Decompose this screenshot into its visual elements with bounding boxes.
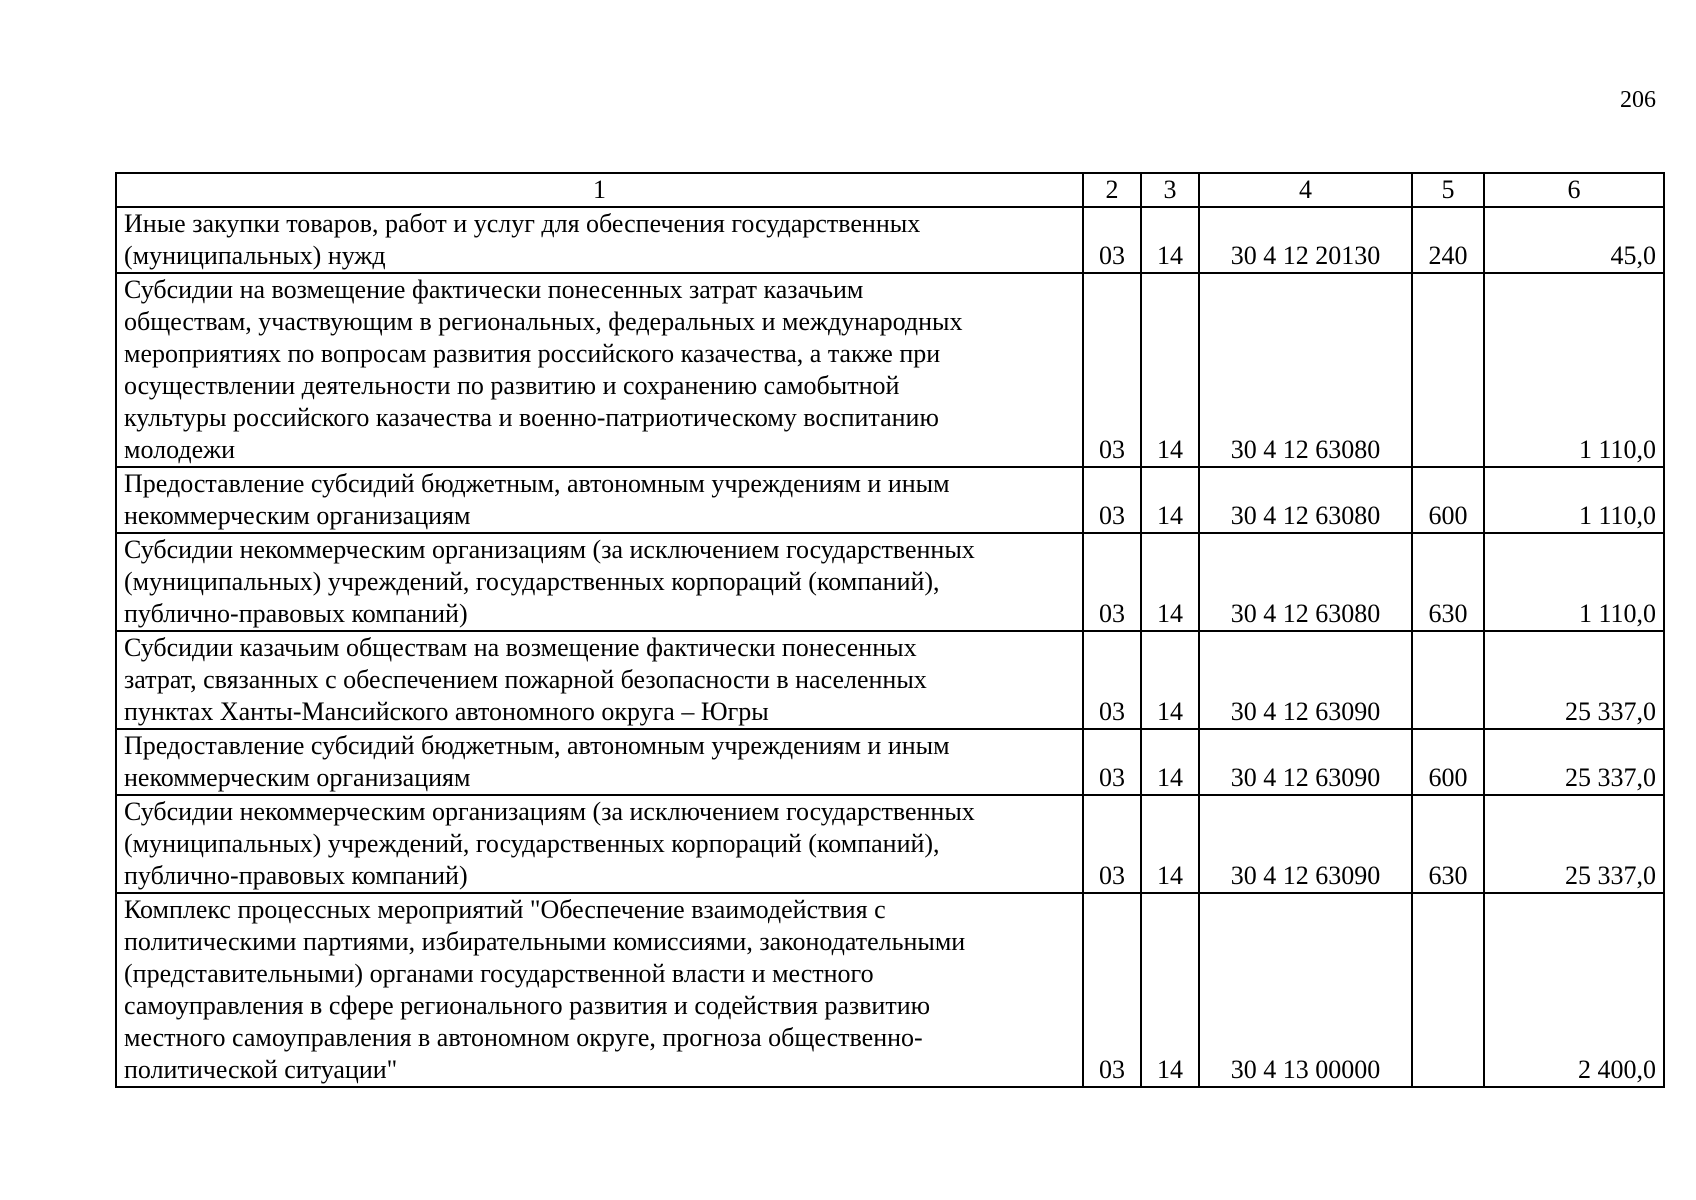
- expense-type-code: [1412, 631, 1484, 729]
- description-line: политической ситуации": [124, 1055, 398, 1084]
- table-body: [116, 207, 1664, 1087]
- row-description: [116, 467, 1083, 533]
- description-line: Предоставление субсидий бюджетным, автономным учреждениям и иным: [124, 469, 950, 498]
- description-line: (муниципальных) учреждений, государственных корпораций (компаний),: [124, 829, 940, 858]
- section-code: 03: [1083, 467, 1141, 533]
- amount-value: 1 110,0: [1484, 467, 1664, 533]
- description-line: публично-правовых компаний): [124, 861, 468, 890]
- row-description: [116, 795, 1083, 893]
- description-line: самоуправления в сфере регионального развития и содействия развитию: [124, 991, 931, 1020]
- header-col-3: 3: [1141, 173, 1199, 207]
- header-row: [116, 173, 1664, 207]
- description-line: Субсидии на возмещение фактически понесенных затрат казачьим: [124, 275, 864, 304]
- table-row: [116, 533, 1664, 631]
- target-article-code: 30 4 12 63080: [1199, 467, 1412, 533]
- subsection-code: 14: [1141, 795, 1199, 893]
- amount-value: 25 337,0: [1484, 729, 1664, 795]
- expense-type-code: 240: [1412, 207, 1484, 273]
- table-row: [116, 729, 1664, 795]
- description-line: Комплекс процессных мероприятий "Обеспечение взаимодействия с: [124, 895, 886, 924]
- row-description: [116, 273, 1083, 467]
- subsection-code: 14: [1141, 893, 1199, 1087]
- section-code: 03: [1083, 207, 1141, 273]
- description-line: Субсидии некоммерческим организациям (за исключением государственных: [124, 535, 975, 564]
- description-line: (муниципальных) нужд: [124, 241, 386, 270]
- target-article-code: 30 4 12 63090: [1199, 795, 1412, 893]
- description-line: культуры российского казачества и военно-патриотическому воспитанию: [124, 403, 939, 432]
- amount-value: 1 110,0: [1484, 533, 1664, 631]
- header-col-2: 2: [1083, 173, 1141, 207]
- row-description: [116, 631, 1083, 729]
- target-article-code: 30 4 12 63090: [1199, 631, 1412, 729]
- table-row: [116, 207, 1664, 273]
- expense-type-code: 630: [1412, 795, 1484, 893]
- header-col-5: 5: [1412, 173, 1484, 207]
- table-row: [116, 273, 1664, 467]
- description-line: Субсидии некоммерческим организациям (за исключением государственных: [124, 797, 975, 826]
- target-article-code: 30 4 13 00000: [1199, 893, 1412, 1087]
- description-line: Субсидии казачьим обществам на возмещение фактически понесенных: [124, 633, 917, 662]
- table-row: [116, 631, 1664, 729]
- description-line: Предоставление субсидий бюджетным, автономным учреждениям и иным: [124, 731, 950, 760]
- description-line: публично-правовых компаний): [124, 599, 468, 628]
- subsection-code: 14: [1141, 207, 1199, 273]
- description-line: (представительными) органами государственной власти и местного: [124, 959, 874, 988]
- row-description: [116, 533, 1083, 631]
- description-line: пунктах Ханты-Мансийского автономного округа – Югры: [124, 697, 769, 726]
- description-line: Иные закупки товаров, работ и услуг для обеспечения государственных: [124, 209, 921, 238]
- description-line: местного самоуправления в автономном округе, прогноза общественно-: [124, 1023, 923, 1052]
- subsection-code: 14: [1141, 273, 1199, 467]
- target-article-code: 30 4 12 20130: [1199, 207, 1412, 273]
- header-col-6: 6: [1484, 173, 1664, 207]
- subsection-code: 14: [1141, 467, 1199, 533]
- header-col-1: 1: [116, 173, 1083, 207]
- row-description: [116, 893, 1083, 1087]
- amount-value: 45,0: [1484, 207, 1664, 273]
- amount-value: 25 337,0: [1484, 795, 1664, 893]
- section-code: 03: [1083, 729, 1141, 795]
- expense-type-code: [1412, 273, 1484, 467]
- description-line: мероприятиях по вопросам развития российского казачества, а также при: [124, 339, 941, 368]
- table-row: [116, 467, 1664, 533]
- table-row: [116, 795, 1664, 893]
- description-line: некоммерческим организациям: [124, 501, 471, 530]
- subsection-code: 14: [1141, 729, 1199, 795]
- section-code: 03: [1083, 533, 1141, 631]
- description-line: обществам, участвующим в региональных, федеральных и международных: [124, 307, 963, 336]
- table-row: [116, 893, 1664, 1087]
- target-article-code: 30 4 12 63080: [1199, 273, 1412, 467]
- row-description: [116, 207, 1083, 273]
- description-line: затрат, связанных с обеспечением пожарной безопасности в населенных: [124, 665, 927, 694]
- amount-value: 25 337,0: [1484, 631, 1664, 729]
- target-article-code: 30 4 12 63090: [1199, 729, 1412, 795]
- header-col-4: 4: [1199, 173, 1412, 207]
- budget-table: [115, 172, 1665, 1088]
- subsection-code: 14: [1141, 631, 1199, 729]
- description-line: некоммерческим организациям: [124, 763, 471, 792]
- section-code: 03: [1083, 893, 1141, 1087]
- subsection-code: 14: [1141, 533, 1199, 631]
- description-line: политическими партиями, избирательными комиссиями, законодательными: [124, 927, 966, 956]
- expense-type-code: 630: [1412, 533, 1484, 631]
- row-description: [116, 729, 1083, 795]
- description-line: осуществлении деятельности по развитию и сохранению самобытной: [124, 371, 900, 400]
- expense-type-code: [1412, 893, 1484, 1087]
- section-code: 03: [1083, 795, 1141, 893]
- description-line: (муниципальных) учреждений, государственных корпораций (компаний),: [124, 567, 940, 596]
- section-code: 03: [1083, 273, 1141, 467]
- expense-type-code: 600: [1412, 467, 1484, 533]
- description-line: молодежи: [124, 435, 235, 464]
- page-number: 206: [1620, 87, 1656, 113]
- section-code: 03: [1083, 631, 1141, 729]
- target-article-code: 30 4 12 63080: [1199, 533, 1412, 631]
- expense-type-code: 600: [1412, 729, 1484, 795]
- amount-value: 1 110,0: [1484, 273, 1664, 467]
- amount-value: 2 400,0: [1484, 893, 1664, 1087]
